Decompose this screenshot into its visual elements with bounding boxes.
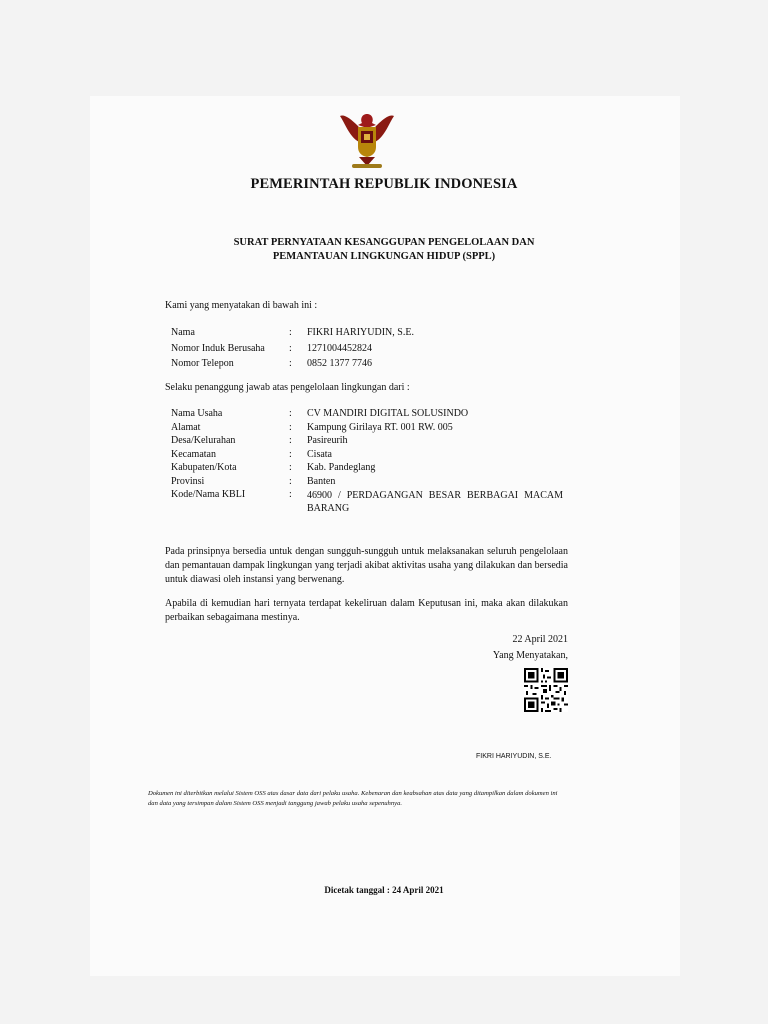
field-value: Banten (307, 475, 336, 487)
field-value: Cisata (307, 448, 332, 460)
oss-disclaimer-note: Dokumen ini diterbitkan melalui Sistem OSS atas dasar data dari pelaku usaha. Kebenaran dan keabsahan atas data yang ditampilkan dalam dokumen ini dan data yang tersimpan dalam Sistem OSS menjadi tanggung jawab pelaku usaha sepenuhnya. (148, 790, 558, 807)
field-value: Kampung Girilaya RT. 001 RW. 005 (307, 421, 453, 433)
field-label: Nama Usaha (171, 408, 223, 419)
colon: : (289, 489, 292, 500)
field-value: 1271004452824 (307, 342, 372, 354)
field-value: Pasireurih (307, 435, 348, 446)
colon: : (289, 448, 292, 460)
intro-statement: Kami yang menyatakan di bawah ini : (165, 300, 318, 311)
field-value: Kab. Pandeglang (307, 462, 376, 473)
field-value: 46900 / PERDAGANGAN BESAR BERBAGAI MACAM (307, 490, 563, 501)
document-sheet (90, 96, 680, 976)
field-value-continued: BARANG (307, 503, 350, 514)
colon: : (289, 342, 292, 354)
signature-statement: Yang Menyatakan, (492, 650, 568, 661)
signature-date: 22 April 2021 (512, 634, 568, 645)
field-label: Nama (171, 327, 195, 338)
colon: : (289, 435, 292, 446)
field-value: CV MANDIRI DIGITAL SOLUSINDO (307, 408, 469, 419)
field-label: Nomor Induk Berusaha (171, 342, 265, 354)
responsibility-statement: Selaku penanggung jawab atas pengelolaan lingkungan dari : (165, 382, 410, 393)
document-title-line1: SURAT PERNYATAAN KESANGGUPAN PENGELOLAAN DAN (233, 237, 535, 248)
field-label: Nomor Telepon (171, 358, 234, 369)
colon: : (289, 327, 292, 338)
garuda-emblem-icon (338, 110, 396, 172)
signer-name: FIKRI HARIYUDIN, S.E. (476, 753, 552, 760)
field-label: Kabupaten/Kota (171, 462, 237, 473)
field-value: FIKRI HARIYUDIN, S.E. (307, 327, 414, 338)
document-title-line2: PEMANTAUAN LINGKUNGAN HIDUP (SPPL) (272, 251, 496, 262)
colon: : (289, 408, 292, 419)
colon: : (289, 421, 292, 433)
commitment-paragraph: Pada prinsipnya bersedia untuk dengan sungguh-sungguh untuk melaksanakan seluruh pengelolaan dan pemantauan dampak lingkungan yang terjadi akibat aktivitas usaha yang dilakukan dan bersedia untuk diawasi oleh instansi yang berwenang. (165, 546, 568, 585)
field-label: Kode/Nama KBLI (171, 489, 246, 500)
field-label: Alamat (171, 421, 201, 433)
document-title (0, 236, 768, 264)
colon: : (289, 475, 292, 487)
field-label: Kecamatan (171, 448, 216, 460)
qr-code-icon (524, 668, 568, 712)
colon: : (289, 358, 292, 369)
field-value: 0852 1377 7746 (307, 358, 372, 369)
colon: : (289, 462, 292, 473)
field-label: Provinsi (171, 475, 205, 487)
printed-date: Dicetak tanggal : 24 April 2021 (324, 885, 444, 895)
field-label: Desa/Kelurahan (171, 435, 236, 446)
correction-paragraph: Apabila di kemudian hari ternyata terdapat kekeliruan dalam Keputusan ini, maka akan dilakukan perbaikan sebagaimana mestinya. (165, 598, 568, 623)
government-title: PEMERINTAH REPUBLIK INDONESIA (250, 176, 518, 192)
